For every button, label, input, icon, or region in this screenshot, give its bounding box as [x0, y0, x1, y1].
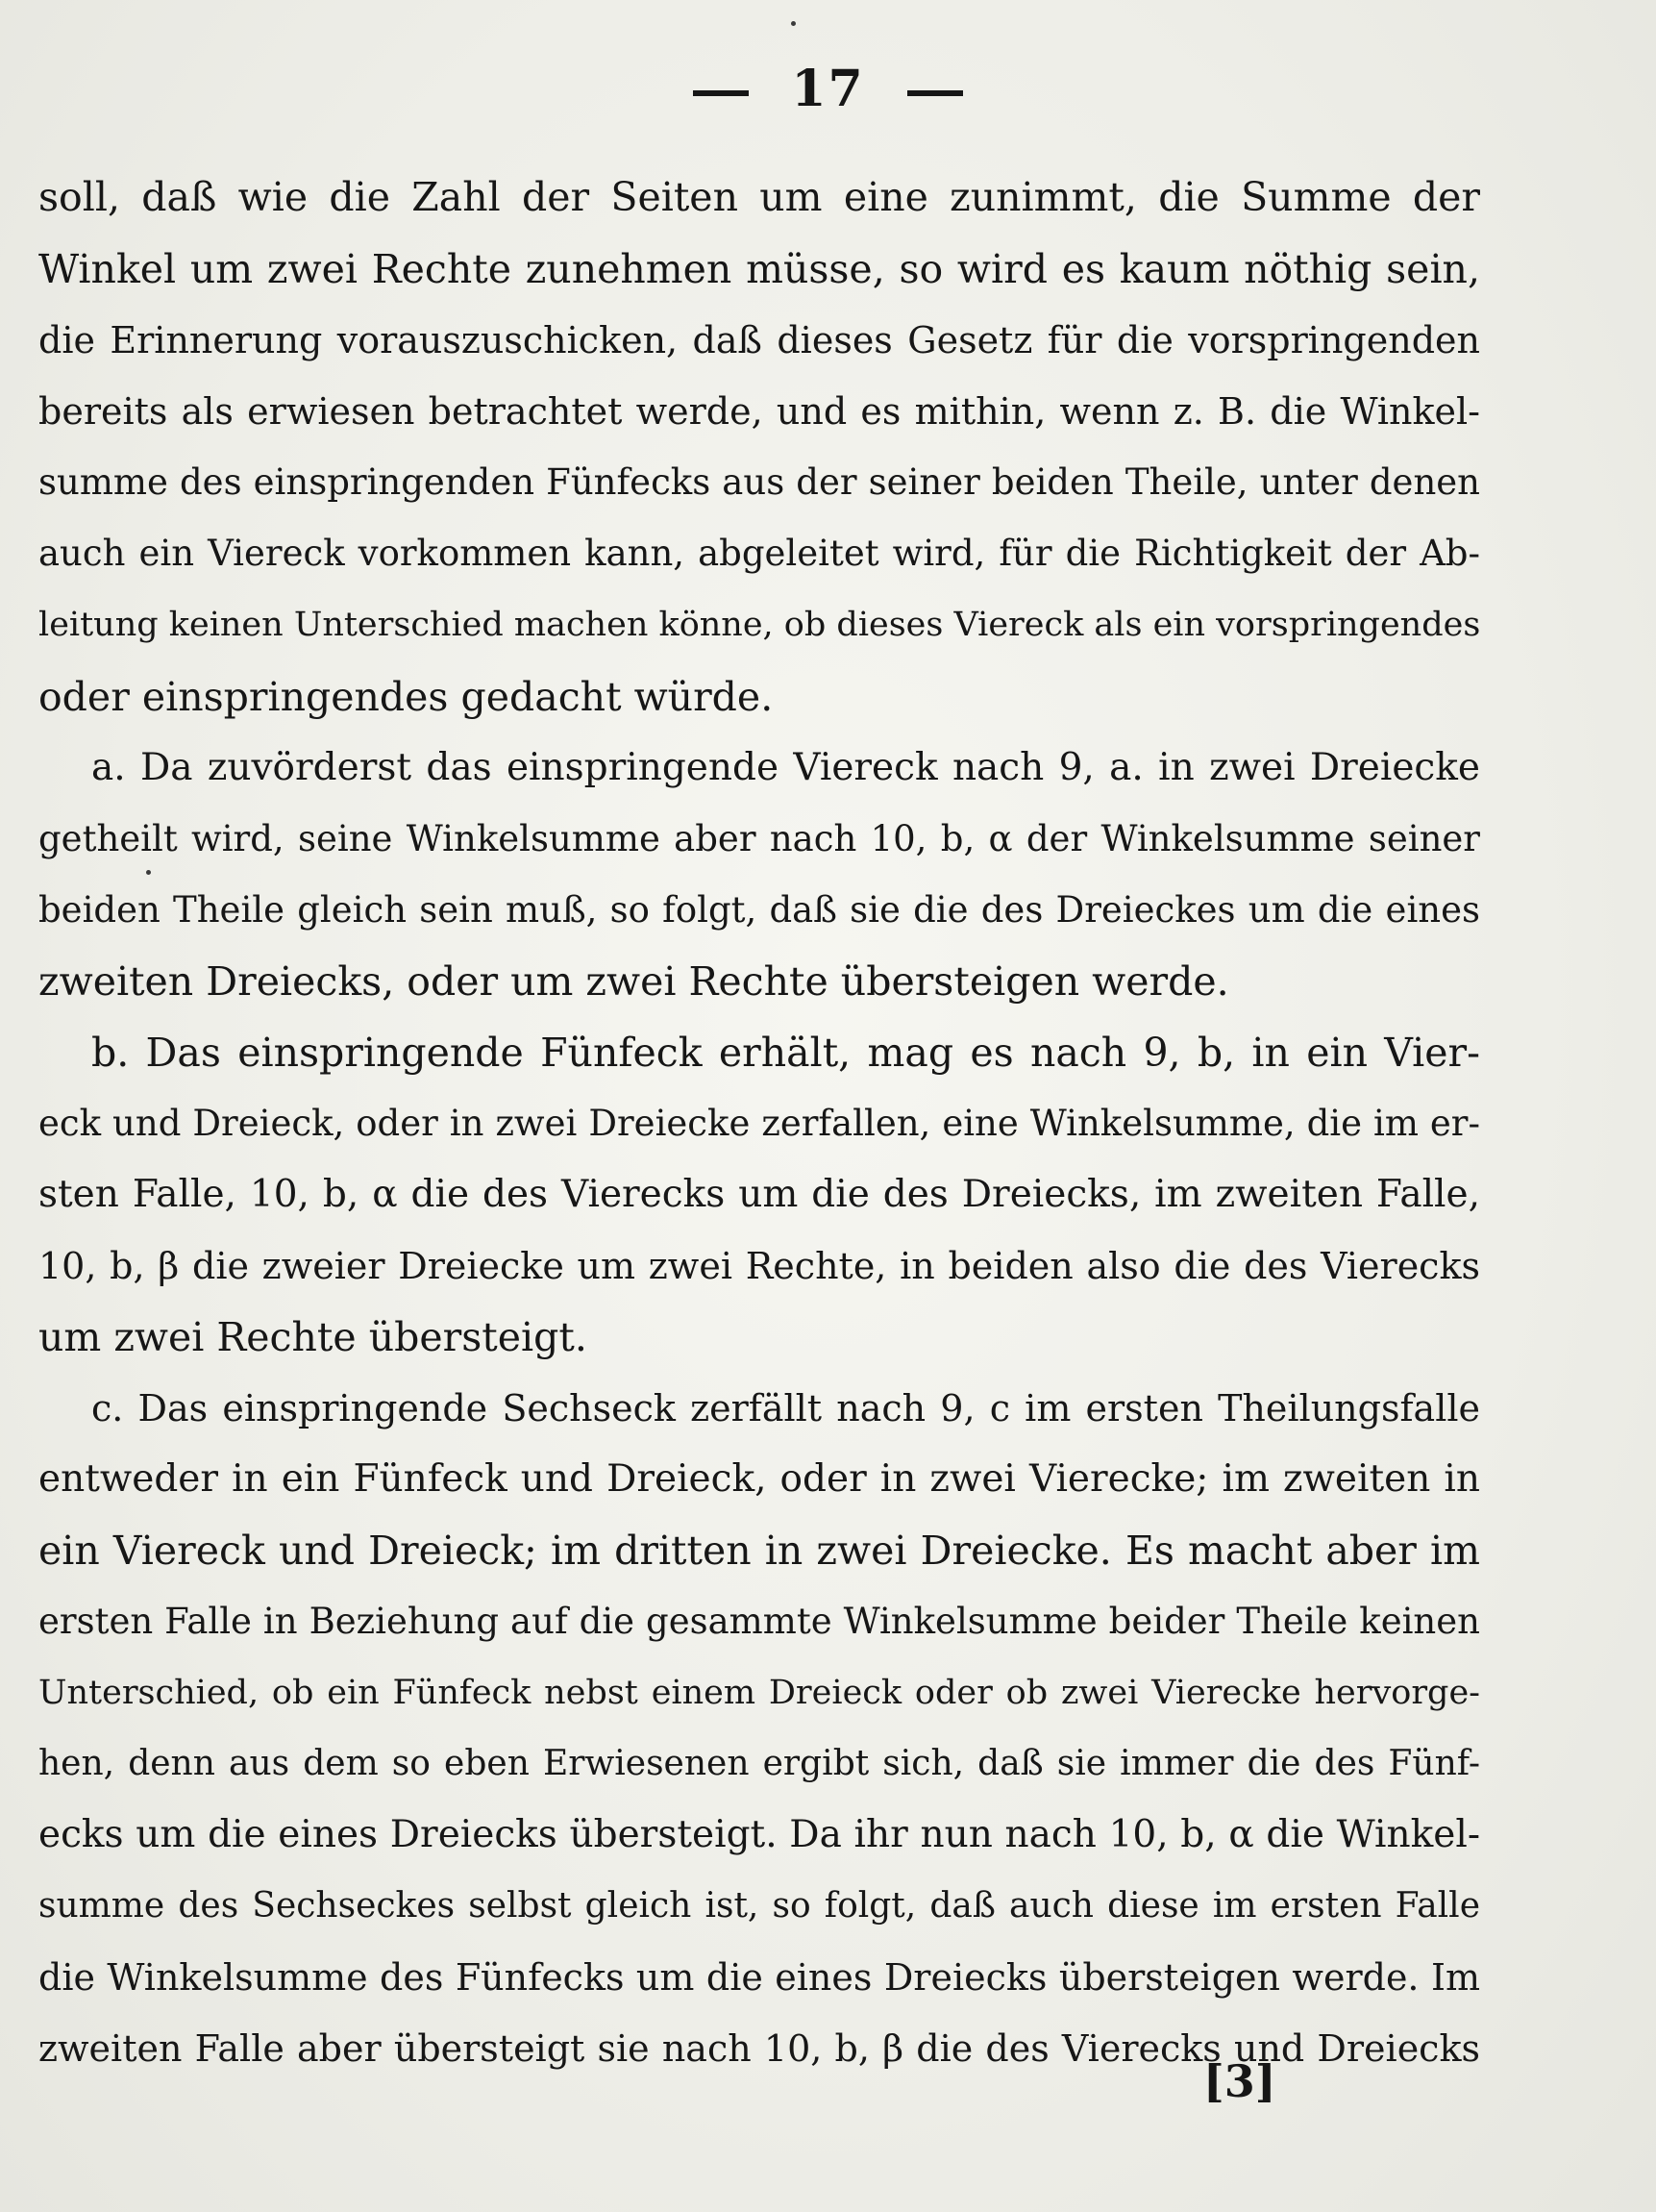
text-line: bereits als erwiesen betrachtet werde, und es mithin, wenn z. B. die Winkel-: [38, 390, 1480, 433]
text-line: ersten Falle in Beziehung auf die gesammte Winkelsumme beider Theile keinen: [38, 1601, 1480, 1642]
text-line: Winkel um zwei Rechte zunehmen müsse, so wird es kaum nöthig sein,: [38, 246, 1480, 292]
text-line: summe des Sechseckes selbst gleich ist, so folgt, daß auch diese im ersten Falle: [38, 1886, 1480, 1926]
header-dash-right: [907, 90, 963, 96]
text-line: soll, daß wie die Zahl der Seiten um eine zunimmt, die Summe der: [38, 174, 1480, 220]
text-line: entweder in ein Fünfeck und Dreieck, oder in zwei Vierecke; im zweiten in: [38, 1457, 1480, 1501]
text-line: beiden Theile gleich sein muß, so folgt, daß sie die des Dreieckes um die eines: [38, 889, 1480, 931]
text-line: leitung keinen Unterschied machen könne, ob dieses Viereck als ein vorspringendes: [38, 606, 1481, 644]
text-line: die Winkelsumme des Fünfecks um die eines Dreiecks übersteigen werde. Im: [38, 1956, 1480, 1999]
text-line: getheilt wird, seine Winkelsumme aber nach 10, b, α der Winkelsumme seiner: [38, 818, 1480, 859]
paragraph-a-line: a. Da zuvörderst das einspringende Viereck nach 9, a. in zwei Dreiecke: [91, 746, 1480, 789]
signature-mark: [3]: [1203, 2055, 1276, 2107]
text-line: zweiten Dreiecks, oder um zwei Rechte übersteigen werde.: [38, 958, 1229, 1005]
text-line: sten Falle, 10, b, α die des Vierecks um die des Dreiecks, im zweiten Falle,: [38, 1173, 1480, 1216]
text-line: hen, denn aus dem so eben Erwiesenen ergibt sich, daß sie immer die des Fünf-: [38, 1744, 1480, 1783]
paragraph-c-line: c. Das einspringende Sechseck zerfällt nach 9, c im ersten Theilungsfalle: [91, 1387, 1480, 1429]
text-line: die Erinnerung vorauszuschicken, daß dieses Gesetz für die vorspringenden: [38, 319, 1480, 361]
text-line: ecks um die eines Dreiecks übersteigt. Da ihr nun nach 10, b, α die Winkel-: [38, 1813, 1480, 1856]
text-line: um zwei Rechte übersteigt.: [38, 1314, 587, 1360]
print-speck: [791, 21, 796, 26]
text-line: zweiten Falle aber übersteigt sie nach 10, b, β die des Vierecks und Dreiecks: [38, 2027, 1480, 2070]
header-dash-left: [693, 90, 749, 96]
text-line: ein Viereck und Dreieck; im dritten in zwei Dreiecke. Es macht aber im: [38, 1528, 1480, 1574]
text-line: eck und Dreieck, oder in zwei Dreiecke zerfallen, eine Winkelsumme, die im er-: [38, 1103, 1480, 1144]
text-line: summe des einspringenden Fünfecks aus der seiner beiden Theile, unter denen: [38, 461, 1480, 503]
paragraph-b-line: b. Das einspringende Fünfeck erhält, mag es nach 9, b, in ein Vier-: [91, 1030, 1480, 1076]
text-line: Unterschied, ob ein Fünfeck nebst einem Dreieck oder ob zwei Vierecke hervorge-: [38, 1674, 1480, 1712]
text-line: 10, b, β die zweier Dreiecke um zwei Rechte, in beiden also die des Vierecks: [38, 1245, 1480, 1287]
page-number: 17: [791, 60, 865, 118]
print-speck: [146, 870, 151, 875]
text-line: auch ein Viereck vorkommen kann, abgeleitet wird, für die Richtigkeit der Ab-: [38, 533, 1480, 574]
text-line: oder einspringendes gedacht würde.: [38, 674, 774, 720]
page-header: [0, 60, 1656, 118]
